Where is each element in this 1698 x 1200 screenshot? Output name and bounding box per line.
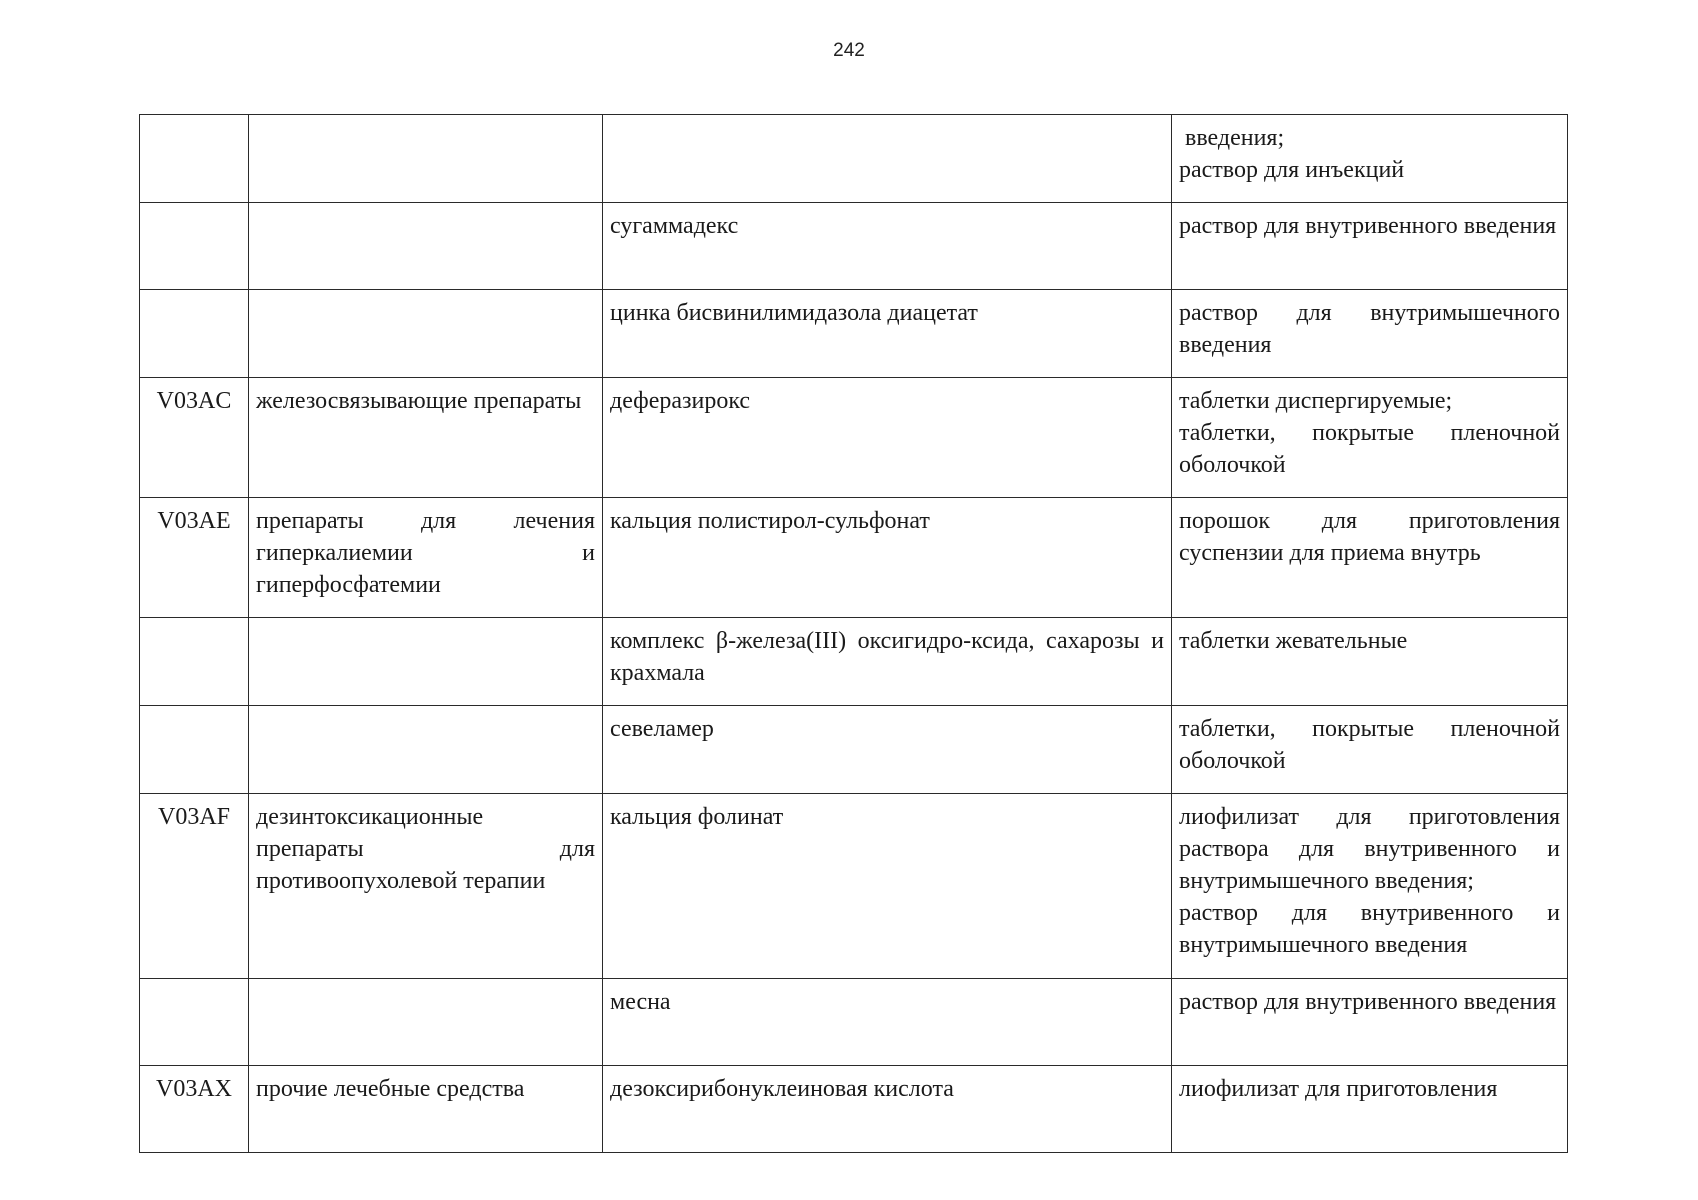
dosage-form-line: раствор для внутривенного введения (1179, 989, 1557, 1015)
drug-name-cell: кальция фолинат (603, 794, 1172, 979)
dosage-form-cell (1172, 290, 1568, 378)
drug-name-cell: цинка бисвинилимидазола диацетат (603, 290, 1172, 378)
dosage-form-cell (1172, 706, 1568, 794)
group-cell: железосвязывающие препараты (249, 378, 603, 498)
drug-name-cell (603, 115, 1172, 203)
group-cell (249, 706, 603, 794)
atc-code-cell: V03AF (140, 794, 249, 979)
drug-name-cell: комплекс β-железа(III) оксигидро-ксида, сахарозы и крахмала (603, 618, 1172, 706)
table-row (140, 794, 1568, 979)
dosage-form-cell (1172, 979, 1568, 1066)
dosage-form-line: раствор для инъекций (1179, 157, 1405, 183)
atc-code-cell (140, 290, 249, 378)
table-row (140, 378, 1568, 498)
group-cell (249, 618, 603, 706)
dosage-form-line: введения; (1185, 125, 1285, 151)
dosage-form-line: таблетки, покрытые пленочной оболочкой (1179, 420, 1560, 478)
drug-table (139, 114, 1568, 1153)
atc-code-cell (140, 706, 249, 794)
table-row (140, 203, 1568, 290)
dosage-form-line: таблетки диспергируемые; (1179, 388, 1453, 414)
dosage-form-cell (1172, 794, 1568, 979)
group-cell: прочие лечебные средства (249, 1066, 603, 1153)
dosage-form-cell (1172, 115, 1568, 203)
atc-code-cell (140, 979, 249, 1066)
dosage-form-cell (1172, 1066, 1568, 1153)
dosage-form-line: лиофилизат для приготовления раствора для внутривенного и внутримышечного введения; (1179, 804, 1560, 894)
drug-name-cell: деферазирокс (603, 378, 1172, 498)
dosage-form-cell (1172, 498, 1568, 618)
drug-name-cell: месна (603, 979, 1172, 1066)
dosage-form-line: раствор для внутримышечного введения (1179, 300, 1560, 358)
dosage-form-cell (1172, 378, 1568, 498)
atc-code-cell (140, 115, 249, 203)
dosage-form-cell (1172, 618, 1568, 706)
dosage-form-cell (1172, 203, 1568, 290)
table-row (140, 1066, 1568, 1153)
dosage-form-line: раствор для внутривенного и внутримышечного введения (1179, 900, 1560, 958)
group-cell (249, 979, 603, 1066)
dosage-form-line: порошок для приготовления суспензии для приема внутрь (1179, 508, 1560, 566)
dosage-form-line: таблетки, покрытые пленочной оболочкой (1179, 716, 1560, 774)
atc-code-cell (140, 618, 249, 706)
table-row (140, 979, 1568, 1066)
group-cell (249, 203, 603, 290)
atc-code-cell: V03AX (140, 1066, 249, 1153)
table-row (140, 290, 1568, 378)
group-cell (249, 115, 603, 203)
table-row (140, 618, 1568, 706)
page-number: 242 (833, 40, 865, 61)
dosage-form-line: раствор для внутривенного введения (1179, 213, 1557, 239)
drug-name-cell: дезоксирибонуклеиновая кислота (603, 1066, 1172, 1153)
drug-name-cell: кальция полистирол-сульфонат (603, 498, 1172, 618)
atc-code-cell (140, 203, 249, 290)
atc-code-cell: V03AC (140, 378, 249, 498)
group-cell: препараты для лечения гиперкалиемии и гиперфосфатемии (249, 498, 603, 618)
group-cell: дезинтоксикационные препараты для противоопухолевой терапии (249, 794, 603, 979)
table-row (140, 498, 1568, 618)
drug-name-cell: сугаммадекс (603, 203, 1172, 290)
table-row (140, 706, 1568, 794)
dosage-form-line: таблетки жевательные (1179, 628, 1408, 654)
table-row (140, 115, 1568, 203)
atc-code-cell: V03AE (140, 498, 249, 618)
group-cell (249, 290, 603, 378)
dosage-form-line: лиофилизат для приготовления (1179, 1076, 1498, 1102)
drug-name-cell: севеламер (603, 706, 1172, 794)
